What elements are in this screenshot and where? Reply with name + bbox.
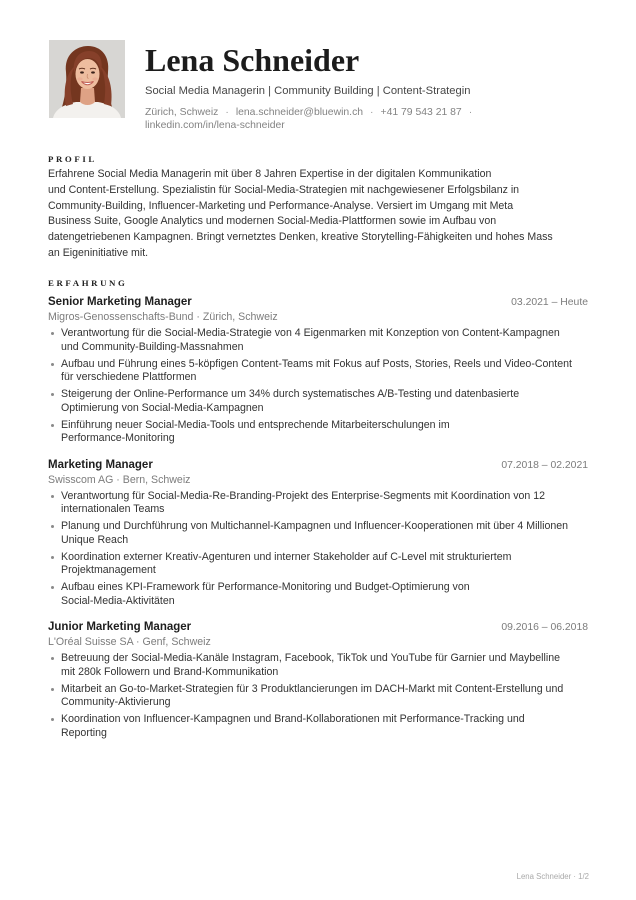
contact-separator: · (370, 107, 374, 118)
job-entry (48, 620, 588, 740)
bullet-text: Verantwortung für die Social-Media-Strategie von 4 Eigenmarken mit Konzeption von Content-Kampagnen und Community-Building-Massnahmen (61, 327, 560, 353)
contact-email-link[interactable]: lena.schneider@bluewin.ch (235, 107, 364, 118)
experience-section (48, 277, 588, 740)
job-header (48, 458, 588, 473)
job-bullet-list (48, 327, 588, 446)
bullet-marker (51, 586, 54, 589)
bullet-marker (51, 363, 54, 366)
bullet-text: Betreuung der Social-Media-Kanäle Instagram, Facebook, TikTok und YouTube für Garnier und Maybelline mit 280k Followern und Brand-Kommunikation (61, 652, 560, 678)
contact-location: Zürich, Schweiz (145, 107, 219, 118)
job-company: Swisscom AG · Bern, Schweiz (48, 473, 191, 486)
resume-body (48, 153, 588, 740)
photo-eye-left (80, 71, 84, 73)
bullet-marker (51, 525, 54, 528)
bullet-marker (51, 393, 54, 396)
photo-neck (80, 88, 95, 105)
bullet-marker (51, 556, 54, 559)
bullet-marker (51, 688, 54, 691)
job-bullet (48, 551, 588, 578)
contact-phone: +41 79 543 21 87 (380, 107, 462, 118)
bullet-text: Aufbau und Führung eines 5-köpfigen Content-Teams mit Fokus auf Posts, Stories, Reels und Video-Content für verschiedene Plattformen (61, 357, 572, 384)
bullet-text: Einführung neuer Social-Media-Tools und entsprechende Mitarbeiterschulungen im Performance-Monitoring (61, 418, 450, 445)
job-company: Migros-Genossenschafts-Bund · Zürich, Schweiz (48, 311, 278, 324)
photo-eye-right (91, 71, 95, 73)
job-bullet-list (48, 490, 588, 609)
photo-cheek-right (92, 77, 97, 80)
job-title: Junior Marketing Manager (48, 621, 192, 634)
job-bullet (48, 652, 588, 679)
photo-cheek-left (77, 77, 82, 80)
job-dates: 07.2018 – 02.2021 (501, 459, 588, 471)
bullet-marker (51, 495, 54, 498)
bullet-text: Koordination externer Kreativ-Agenturen und interner Stakeholder auf C-Level mit strukturiertem Projektmanagement (61, 550, 512, 577)
job-entry (48, 295, 588, 445)
experience-heading: ERFAHRUNG (48, 277, 128, 288)
job-dates: 09.2016 – 06.2018 (501, 622, 588, 634)
profile-photo (49, 40, 125, 118)
job-bullet (48, 358, 588, 385)
bullet-text: Planung und Durchführung von Multichannel-Kampagnen und Influencer-Kooperationen mit über 4 Millionen Unique Reach (61, 520, 569, 546)
job-header (48, 620, 588, 635)
profile-heading: PROFIL (48, 154, 97, 164)
bullet-text: Aufbau eines KPI-Framework für Performance-Monitoring und Budget-Optimierung von Social-Media-Aktivitäten (61, 581, 470, 607)
job-bullet (48, 388, 588, 415)
bullet-text: Verantwortung für Social-Media-Re-Branding-Projekt des Enterprise-Segments mit Koordination von 12 internationalen Teams (61, 489, 546, 516)
job-dates: 03.2021 – Heute (511, 297, 588, 309)
bullet-text: Mitarbeit an Go-to-Market-Strategien für 3 Produktlancierungen im DACH-Markt mit Content-Erstellung und Community-Aktivierung (61, 682, 564, 709)
job-company: L'Oréal Suisse SA · Genf, Schweiz (48, 636, 211, 649)
job-bullet (48, 327, 588, 354)
profile-summary: Erfahrene Social Media Managerin mit über 8 Jahren Expertise in der digitalen Kommunikation und Content-Erstellung. Spezialistin für Social-Media-Strategien mit nachgewiesener Erfolgsbilanz in Community-Building, Influencer-Marketing und Performance-Analyse. Versiert im Umgang mit Meta Business Suite, Google Analytics und modernen Social-Media-Plattformen sowie im Aufbau von datengetriebenen Kampagnen. Bringt vernetztes Denken, kreative Storytelling-Fähigkeiten und hohes Mass an Eigeninitiative mit. (48, 168, 553, 259)
job-bullet (48, 419, 588, 446)
bullet-text: Koordination von Influencer-Kampagnen und Brand-Kollaborationen mit Performance-Tracking und Reporting (61, 713, 525, 739)
bullet-marker (51, 657, 54, 660)
job-title: Senior Marketing Manager (48, 296, 192, 309)
bullet-text: Steigerung der Online-Performance um 34% durch systematisches A/B-Testing und datenbasierte Optimierung von Social-Media-Kampagnen (61, 388, 520, 414)
job-bullet (48, 581, 588, 608)
bullet-marker (51, 424, 54, 427)
job-bullet (48, 520, 588, 547)
job-bullet-list (48, 652, 588, 740)
candidate-headline: Social Media Managerin | Community Building | Content-Strategin (145, 85, 471, 97)
job-bullet (48, 683, 588, 710)
bullet-marker (51, 332, 54, 335)
candidate-name: Lena Schneider (145, 42, 360, 78)
contact-info (145, 106, 588, 132)
profile-section (48, 153, 588, 262)
contact-separator: · (225, 107, 229, 118)
job-bullet (48, 490, 588, 517)
job-entry (48, 458, 588, 608)
job-bullet (48, 713, 588, 740)
job-title: Marketing Manager (48, 458, 153, 471)
contact-separator: · (468, 107, 473, 118)
page-footer: Lena Schneider · 1/2 (516, 872, 589, 881)
job-header (48, 295, 588, 310)
bullet-marker (51, 718, 54, 721)
contact-linkedin-link[interactable]: linkedin.com/in/lena-schneider (145, 120, 285, 131)
